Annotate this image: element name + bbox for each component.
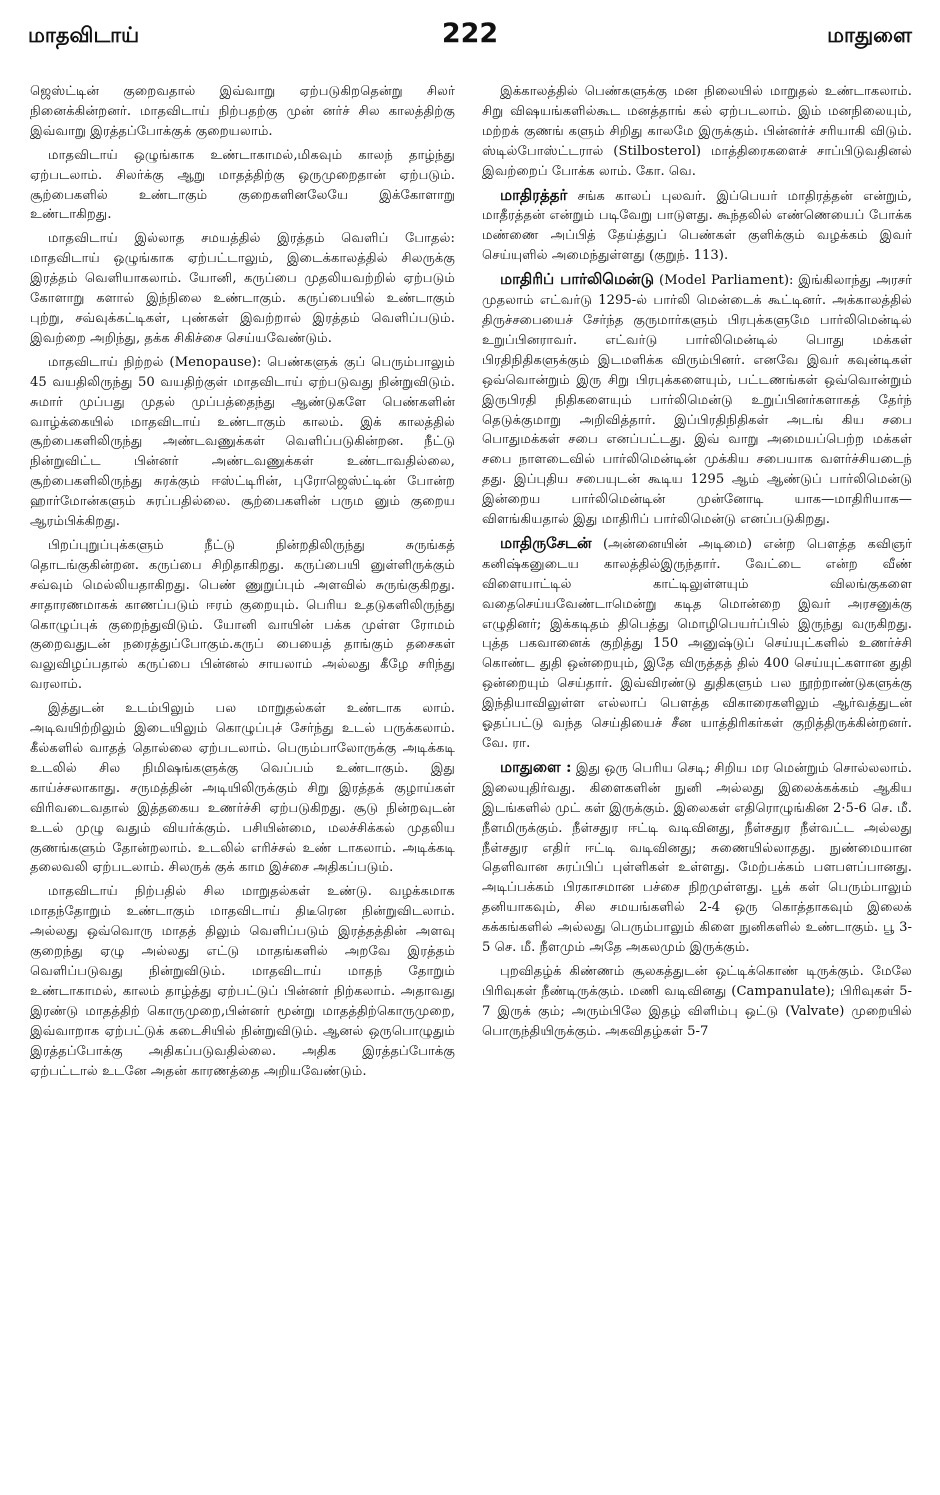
entry-text: (Model Parliament): இங்கிலாந்து அரசர் முதலாம் எட்வர்டு 1295-ல் பார்லி மென்டைக் கூட்டினர். அக்காலத்தில் திருச்சபையைச் சேர்ந்த குருமார்களும் பிரபுக்களுமே பார்லிமென்டில் உறுப்பினராவர். எட்வர்டு பார்லிமென்டில் பொது மக்கள் பிரதிநிதிகளுக்கும் இடமளிக்க விரும்பினர். எனவே இவர் கவுன்டிகள் ஒவ்வொன்றும் இரு சிறு பிரபுக்களையும், பட்டணங்கள் ஒவ்வொன்றும் இருபிரதி நிதிகளையும் பார்லிமென்டு உறுப்பினர்களாகத் தேர்ந் தெடுக்குமாறு அறிவித்தார். இப்பிரதிநிதிகள் அடங் கிய சபை பொதுமக்கள் சபை எனப்பட்டது. இவ் வாறு அமையப்பெற்ற மக்கள் சபை நாளடைவில் பார்லிமென்டின் முக்கிய சபையாக வளர்ச்சியடைந் தது. இப்புதிய சபையுடன் கூடிய 1295 ஆம் ஆண்டுப் பார்லிமென்டு இன்றைய பார்லிமென்டின் முன்னோடி யாக—மாதிரியாக—விளங்கியதால் இது மாதிரிப் பார்லிமென்டு எனப்படுகிறது. bbox=[482, 273, 912, 528]
entry-headword: மாதிருசேடன் bbox=[500, 533, 592, 552]
paragraph: மாதவிடாய் நிற்பதில் சில மாறுதல்கள் உண்டு. வழக்கமாக மாதந்தோறும் உண்டாகும் மாதவிடாய் திடீரென நின்றுவிடலாம். அல்லது ஒவ்வொரு மாதத் திலும் வெளிப்படும் இரத்தத்தின் அளவு குறைந்து ஏழு அல்லது எட்டு மாதங்களில் அறவே இரத்தம் வெளிப்படுவது நின்றுவிடும். மாதவிடாய் மாதந் தோறும் உண்டாகாமல், காலம் தாழ்த்து ஏற்பட்டுப் பின்னர் நிற்கலாம். அதாவது இரண்டு மாதத்திற் கொருமுறை,பின்னர் மூன்று மாதத்திற்கொருமுறை, இவ்வாறாக ஏற்பட்டுக் கடைசியில் நின்றுவிடும். ஆனல் ஒருபொழுதும் இரத்தப்போக்கு அதிகப்படுவதில்லை. அதிக இரத்தப்போக்கு ஏற்பட்டால் உடனே அதன் காரணத்தை அறியவேண்டும். bbox=[30, 884, 455, 1079]
encyclopedia-entry bbox=[482, 758, 912, 958]
encyclopedia-entry bbox=[482, 186, 912, 267]
paragraph: மாதவிடாய் இல்லாத சமயத்தில் இரத்தம் வெளிப் போதல்: மாதவிடாய் ஒழுங்காக ஏற்பட்டாலும், இடைக்காலத்தில் சிலருக்கு இரத்தம் வெளியாகலாம். யோனி, கருப்பை முதலியவற்றில் ஏற்படும் கோளாறு களால் இந்நிலை உண்டாகும். கருப்பையில் உண்டாகும் புற்று, சவ்வுக்கட்டிகள், புண்கள் இவற்றால் இரத்தம் வெளிப்படும். இவற்றை அறிந்து, தக்க சிகிச்சை செய்யவேண்டும். bbox=[30, 231, 455, 346]
paragraph: புறவிதழ்க் கிண்ணம் சூலகத்துடன் ஒட்டிக்கொண் டிருக்கும். மேலே பிரிவுகள் நீண்டிருக்கும். மணி வடிவினது (Campanulate); பிரிவுகள் 5-7 இருக் கும்; அரும்பிலே இதழ் விளிம்பு ஒட்டு (Valvate) முறையில் பொருந்தியிருக்கும். அகவிதழ்கள் 5-7 bbox=[482, 963, 912, 1039]
running-head-right: மாதுளை bbox=[827, 22, 912, 47]
encyclopedia-entry bbox=[482, 534, 912, 754]
entry-headword: மாதிரத்தர் bbox=[500, 185, 568, 204]
entry-text: (அன்னையின் அடிமை) என்ற பௌத்த கவிஞர் கனிஷ்கனுடைய காலத்தில்இருந்தார். வேட்டை என்ற வீண் விளையாட்டில் காட்டிலுள்ளயும் விலங்குகளை வதைசெய்யவேண்டாமென்று கடித மொன்றை இவர் அரசனுக்கு எழுதினர்; இக்கடிதம் திபெத்து மொழிபெயர்ப்பில் இருந்து வருகிறது. புத்த பகவானைக் குறித்து 150 அனுஷ்டுப் செய்யுட்களில் உணர்ச்சி கொண்ட துதி ஒன்றையும், இதே விருத்தத் தில் 400 செய்யுட்களான துதி ஒன்றையும் செய்தார். இவ்விரண்டு துதிகளும் பல நூற்றாண்டுகளுக்கு இந்தியாவிலுள்ள எல்லாப் பௌத்த விகாரைகளிலும் ஆர்வத்துடன் ஓதப்பட்டு வந்த செய்தியைச் சீன யாத்திரிகர்கள் குறித்திருக்கின்றனர். வே. ரா. bbox=[482, 536, 912, 751]
left-column bbox=[30, 82, 455, 1482]
entry-text: சங்க காலப் புலவர். இப்பெயர் மாதிரத்தன் என்றும், மாதீரத்தன் என்றும் படிவேறு பாடுளது. கூந்தலில் எண்ணெயைப் போக்க மண்ணை அப்பித் தேய்த்துப் பெண்கள் குளிக்கும் வழக்கம் இவர் செய்யுளில் அமைந்துள்ளது (குறுந். 113). bbox=[482, 188, 912, 264]
entry-headword: மாதிரிப் பார்லிமென்டு bbox=[500, 270, 654, 289]
paragraph: இக்காலத்தில் பெண்களுக்கு மன நிலையில் மாறுதல் உண்டாகலாம். சிறு விஷயங்களில்கூட மனத்தாங் கல் ஏற்படலாம். இம் மனநிலையும், மற்றக் குணங் களும் சிறிது காலமே இருக்கும். பின்னர்ச் சரியாகி விடும். ஸ்டில்போஸ்ட்டரால் (Stilbosterol) மாத்திரைகளைச் சாப்பிடுவதினல் இவற்றைப் போக்க லாம். கோ. வெ. bbox=[482, 84, 912, 179]
paragraph: மாதவிடாய் நிற்றல் (Menopause): பெண்களுக் குப் பெரும்பாலும் 45 வயதிலிருந்து 50 வயதிற்குள் மாதவிடாய் ஏற்படுவது நின்றுவிடும். சுமார் முப்பது முதல் முப்பத்தைந்து ஆண்டுகளே பெண்களின் வாழ்க்கையில் மாதவிடாய் உண்டாகும் காலம். இக் காலத்தில் சூற்பைகளிலிருந்து அண்டவணுக்கள் வெளிப்படுகின்றன. நீட்டு நின்றுவிட்ட பின்னர் அண்டவணுக்கள் உண்டாவதில்லை, சூற்பைகளிலிருந்து சுரக்கும் ஈஸ்ட்டிரின், புரோஜெஸ்ட்டின் போன்ற ஹார்மோன்களும் சுரப்பதில்லை. சூற்பைகளின் பரும னும் குறைய ஆரம்பிக்கிறது. bbox=[30, 354, 455, 530]
paragraph: பிறப்புறுப்புக்களும் நீட்டு நின்றதிலிருந்து சுருங்கத் தொடங்குகின்றன. கருப்பை சிறிதாகிறது. கருப்பையி னுள்ளிருக்கும் சவ்வும் மெல்லியதாகிறது. பெண் ணுறுப்பும் அளவில் சுருங்குகிறது. சாதாரணமாகக் காணப்படும் ஈரம் குறையும். பெரிய உதடுகளிலிருந்து கொழுப்புக் குறைந்துவிடும். யோனி வாயின் பக்க முள்ள ரோமம் குறைவதுடன் நரைத்துப்போகும்.கருப் பையைத் தாங்கும் தசைகள் வலுவிழப்பதால் கருப்பை பின்னல் சாயலாம் அல்லது கீழே சரிந்து வரலாம். bbox=[30, 537, 455, 693]
paragraph: மாதவிடாய் ஒழுங்காக உண்டாகாமல்,மிகவும் காலந் தாழ்ந்து ஏற்படலாம். சிலர்க்கு ஆறு மாதத்திற்கு ஒருமுறைதான் ஏற்படும். சூற்பைகளில் உண்டாகும் குறைகளினலேயே இக்கோளாறு உண்டாகிறது. bbox=[30, 147, 455, 223]
paragraph: ஜெஸ்ட்டின் குறைவதால் இவ்வாறு ஏற்படுகிறதென்று சிலர் நினைக்கின்றனர். மாதவிடாய் நிற்பதற்கு முன் னர்ச் சில காலத்திற்கு இவ்வாறு இரத்தப்போக்குக் குறையலாம். bbox=[30, 84, 455, 139]
running-head-left: மாதவிடாய் bbox=[28, 22, 140, 47]
entry-text: இது ஒரு பெரிய செடி; சிறிய மர மென்றும் சொல்லலாம். இலையுதிர்வது. கிளைகளின் நுனி அல்லது இலைக்கக்கம் ஆகிய இடங்களில் முட் கள் இருக்கும். இலைகள் எதிரொழுங்கின 2·5-6 செ. மீ. நீளமிருக்கும். நீள்சதுர ஈட்டி வடிவினது, நீள்சதுர நீள்வட்ட அல்லது நீள்சதுர எதிர் ஈட்டி வடிவினது; சுணையில்லாதது. நுண்மையான தெளிவான சுரப்பிப் புள்ளிகள் உள்ளது. மேற்பக்கம் பளபளப்பானது. அடிப்பக்கம் பிரகாசமான பச்சை நிறமுள்ளது. பூக் கள் பெரும்பாலும் தனியாகவும், சில சமயங்களில் 2-4 ஒரு கொத்தாகவும் இலைக் கக்கங்களில் அல்லது பெரும்பாலும் கிளை நுனிகளில் உண்டாகும். பூ 3-5 செ. மீ. நீளமும் அதே அகலமும் இருக்கும். bbox=[482, 760, 912, 956]
entry-headword: மாதுளை : bbox=[500, 757, 572, 776]
page-number: 222 bbox=[441, 18, 499, 49]
paragraph: இத்துடன் உடம்பிலும் பல மாறுதல்கள் உண்டாக லாம். அடிவயிற்றிலும் இடையிலும் கொழுப்புச் சேர்ந்து உடல் பருக்கலாம். கீல்களில் வாதத் தொல்லை ஏற்படலாம். பெரும்பாலோருக்கு அடிக்கடி உடலில் சில நிமிஷங்களுக்கு வெப்பம் உண்டாகும். இது காய்ச்சலாகாது. சருமத்தின் அடியிலிருக்கும் சிறு இரத்தக் குழாய்கள் விரிவடைவதால் இத்தகைய உணர்ச்சி ஏற்படுகிறது. சூடு நின்றவுடன் உடல் முழு வதும் வியர்க்கும். பசியின்மை, மலச்சிக்கல் முதலிய குணங்களும் தோன்றலாம். உடலில் எரிச்சல் உண் டாகலாம். அடிக்கடி தலைவலி ஏற்படலாம். சிலருக் குக் காம இச்சை அதிகப்படும். bbox=[30, 701, 455, 876]
right-column bbox=[482, 82, 912, 1482]
page-header bbox=[28, 18, 912, 62]
encyclopedia-entry bbox=[482, 270, 912, 530]
